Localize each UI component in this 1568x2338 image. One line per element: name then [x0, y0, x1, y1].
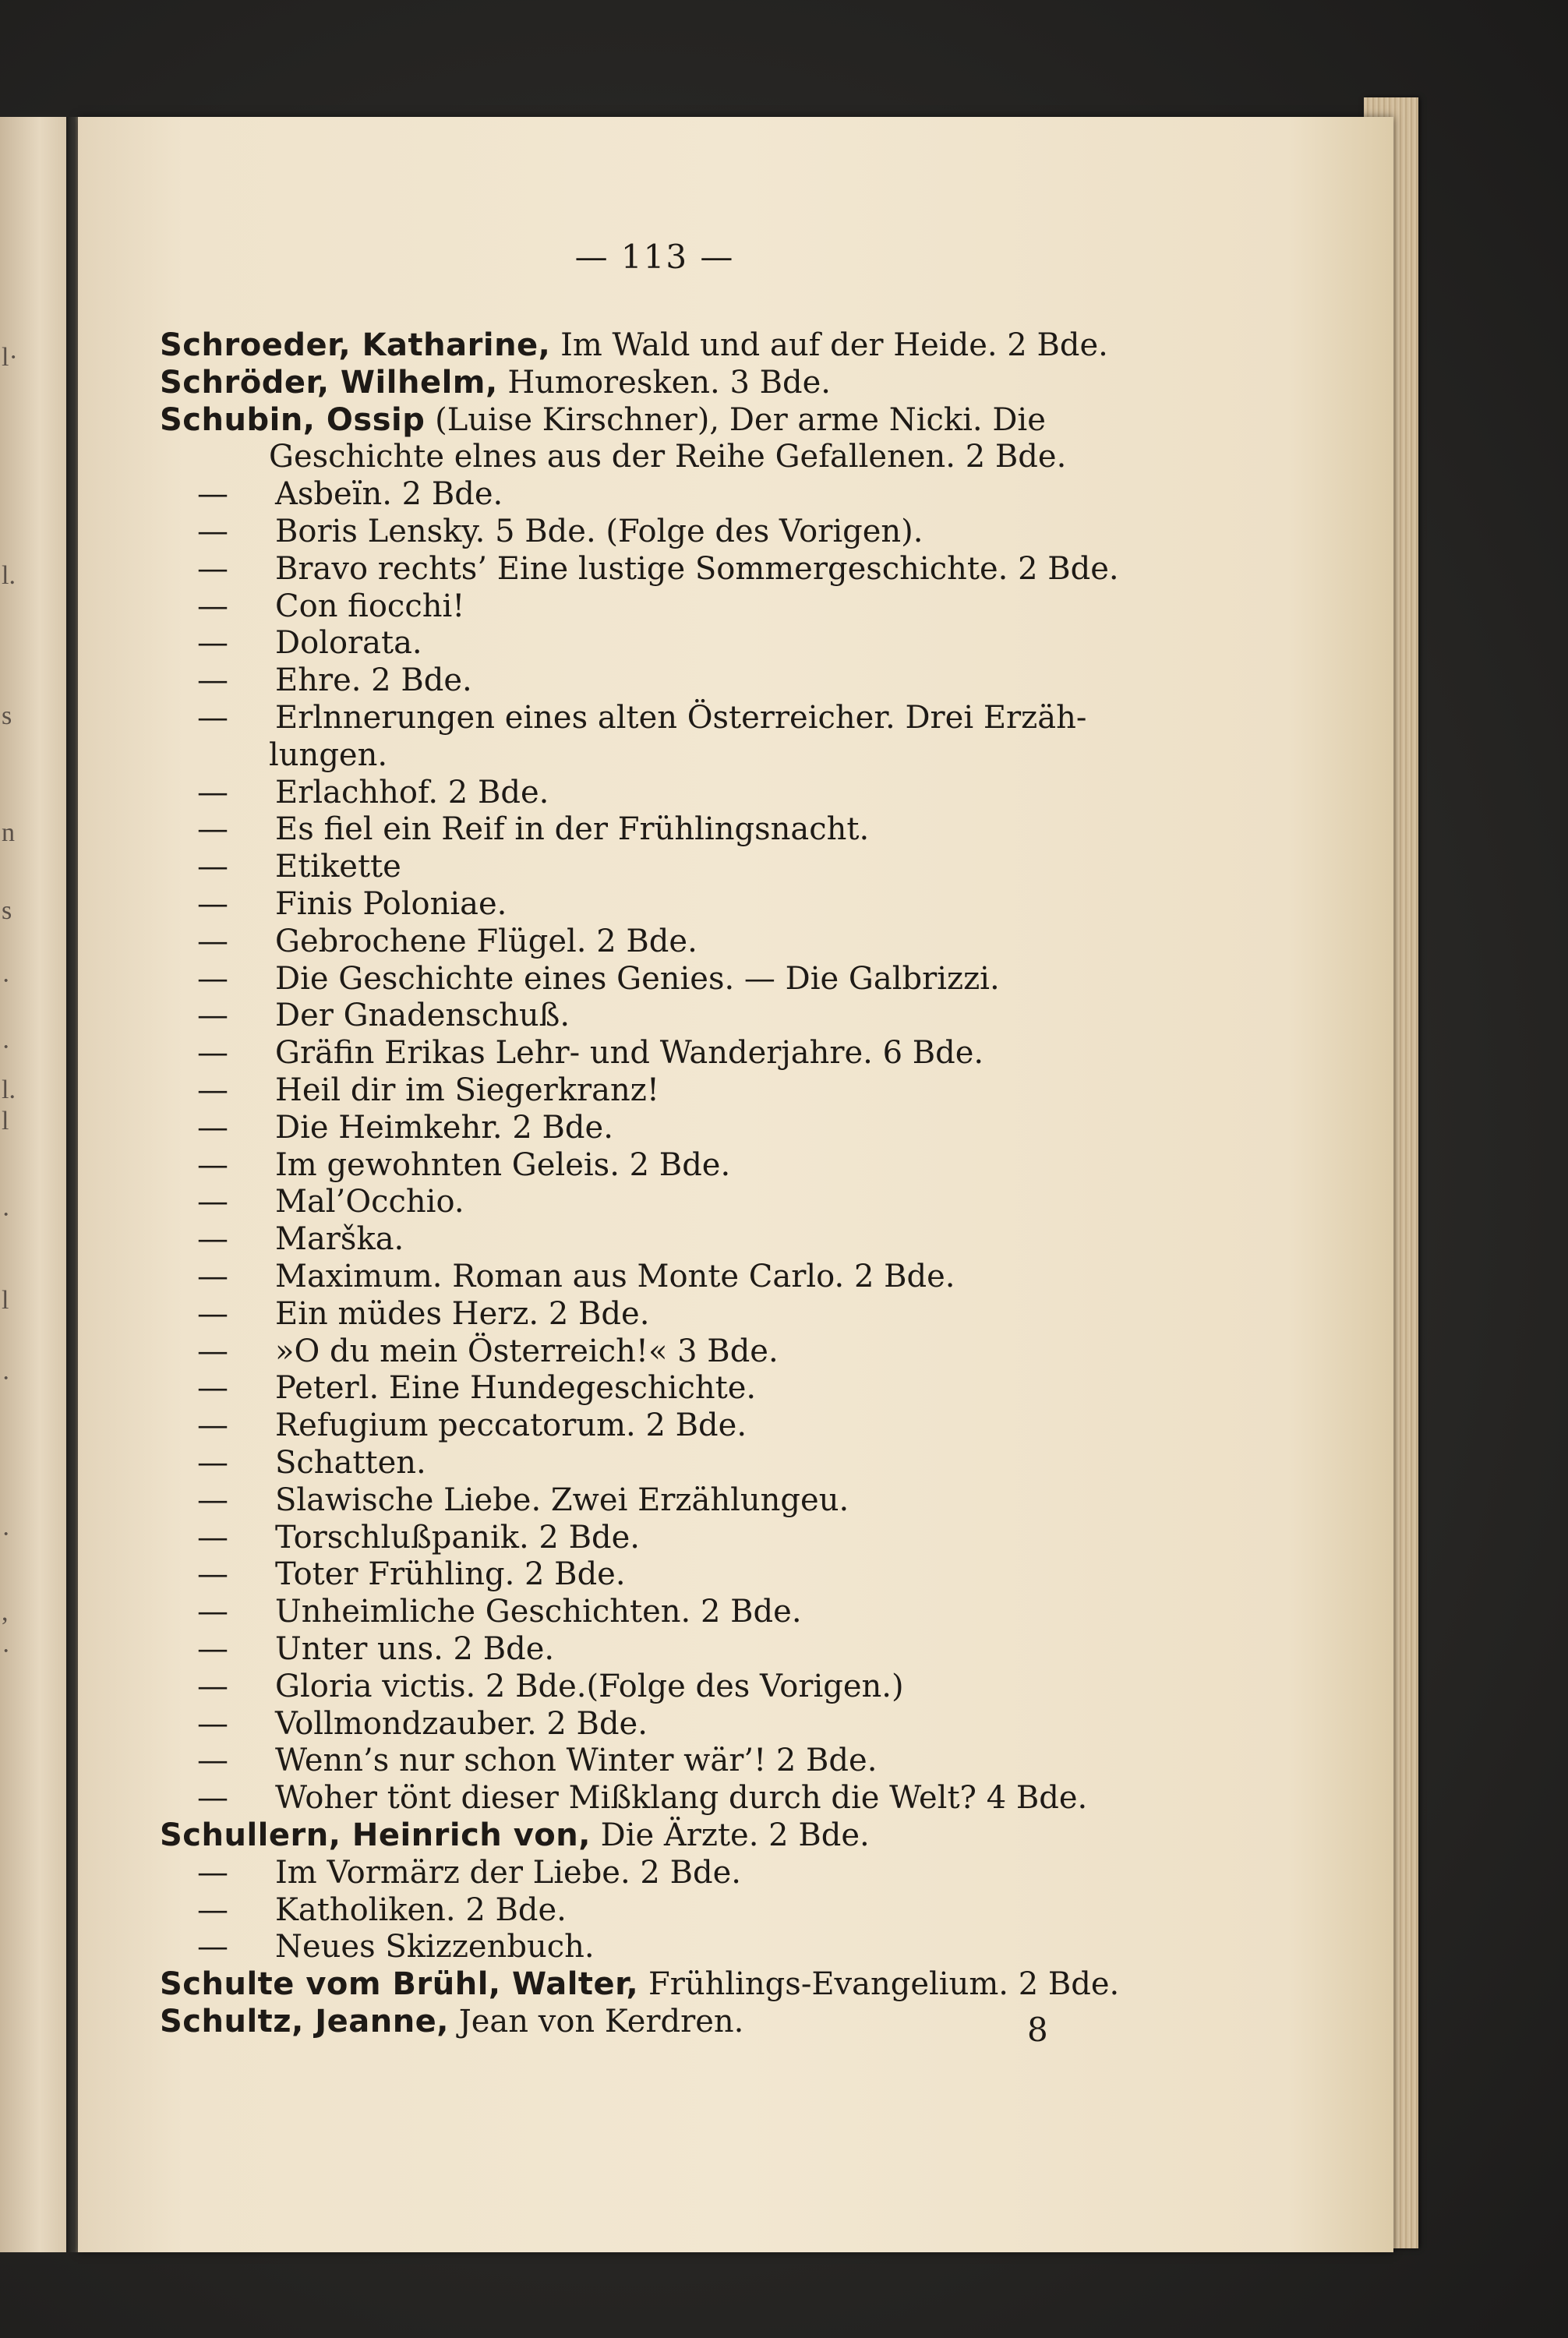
ditto-dash: — [197, 1705, 228, 1742]
catalog-work-entry [160, 588, 464, 624]
margin-mark: l. [2, 561, 16, 590]
work-title: Gloria victis. 2 Bde.(Folge des Vorigen.) [275, 1668, 904, 1704]
work-title: Torschlußpanik. 2 Bde. [275, 1519, 640, 1556]
work-title: Bravo rechts’ Eine lustige Sommergeschichte. 2 Bde. [275, 550, 1119, 587]
work-title: Toter Frühling. 2 Bde. [275, 1556, 626, 1593]
catalog-work-entry [160, 1110, 613, 1146]
author-name: Schultz, Jeanne, [160, 2004, 449, 2040]
ditto-dash: — [197, 1891, 228, 1928]
work-title: Neues Skizzenbuch. [275, 1929, 595, 1965]
catalog-author-entry [160, 365, 831, 401]
margin-mark: · [2, 1637, 11, 1665]
work-title: Die Geschichte eines Genies. — Die Galbrizzi. [275, 960, 1000, 997]
work-title: Erlnnerungen eines alten Österreicher. Drei Erzäh- [275, 700, 1087, 736]
catalog-work-entry [160, 1221, 404, 1257]
margin-mark: l. [2, 1075, 16, 1104]
catalog-work-entry [160, 1855, 741, 1891]
catalog-work-entry [160, 1892, 567, 1928]
work-title: Humoresken. 3 Bde. [507, 364, 832, 401]
work-title: Unheimliche Geschichten. 2 Bde. [275, 1594, 802, 1630]
ditto-dash: — [197, 923, 228, 959]
margin-mark: l [2, 1107, 9, 1135]
work-title: Finis Poloniae. [275, 886, 507, 922]
work-title: Boris Lensky. 5 Bde. (Folge des Vorigen). [275, 514, 923, 549]
work-title: Mal’Occhio. [275, 1184, 464, 1220]
catalog-work-entry [160, 1333, 779, 1369]
ditto-dash: — [197, 998, 228, 1034]
work-title: Maximum. Roman aus Monte Carlo. 2 Bde. [275, 1259, 955, 1294]
ditto-dash: — [197, 1146, 228, 1183]
work-title: Woher tönt dieser Mißklang durch die Welt? 4 Bde. [275, 1780, 1088, 1817]
work-title: Frühlings-Evangelium. 2 Bde. [648, 1966, 1120, 2003]
work-title: Ehre. 2 Bde. [275, 662, 472, 699]
ditto-dash: — [197, 662, 228, 699]
catalog-work-entry [160, 625, 422, 661]
catalog-work-entry [160, 662, 472, 698]
work-title: Gebrochene Flügel. 2 Bde. [275, 923, 697, 959]
catalog-work-entry [160, 1259, 955, 1294]
catalog-work-entry [160, 1407, 747, 1443]
author-name: Schullern, Heinrich von, [160, 1817, 591, 1853]
catalog-work-entry [160, 1706, 648, 1742]
ditto-dash: — [197, 1370, 228, 1407]
margin-mark: · [2, 1200, 11, 1229]
ditto-dash: — [197, 1854, 228, 1891]
ditto-dash: — [197, 1556, 228, 1593]
ditto-dash: — [197, 1333, 228, 1369]
catalog-work-entry [160, 1556, 626, 1592]
margin-mark: · [2, 966, 11, 995]
ditto-dash: — [197, 774, 228, 811]
work-title: Refugium peccatorum. 2 Bde. [275, 1407, 747, 1444]
work-title: Der Gnadenschuß. [275, 998, 570, 1034]
catalog-work-entry [160, 1631, 554, 1667]
author-name: Schulte vom Brühl, Walter, [160, 1966, 639, 2003]
work-title: Unter uns. 2 Bde. [275, 1631, 555, 1667]
catalog-work-entry [160, 775, 549, 811]
margin-mark: l [2, 1286, 9, 1315]
work-title: Wenn’s nur schon Winter wär’! 2 Bde. [275, 1743, 878, 1779]
catalog-work-entry [160, 1296, 649, 1332]
ditto-dash: — [197, 700, 228, 736]
work-title: Die Heimkehr. 2 Bde. [275, 1109, 613, 1146]
ditto-dash: — [197, 1184, 228, 1220]
author-name: Schubin, Ossip [160, 401, 426, 438]
catalog-work-entry [160, 1594, 802, 1630]
catalog-work-entry [160, 961, 1000, 997]
ditto-dash: — [197, 1295, 228, 1332]
ditto-dash: — [197, 1519, 228, 1556]
margin-mark: · [2, 1033, 11, 1061]
ditto-dash: — [197, 1780, 228, 1817]
catalog-author-entry [160, 402, 1046, 438]
work-title: Con fiocchi! [275, 588, 465, 624]
ditto-dash: — [197, 1109, 228, 1146]
catalog-work-entry [160, 1370, 756, 1406]
work-title: Im gewohnten Geleis. 2 Bde. [275, 1146, 731, 1183]
ditto-dash: — [197, 1259, 228, 1294]
catalog-work-entry [160, 1482, 849, 1518]
catalog-work-entry [160, 1520, 640, 1556]
ditto-dash: — [197, 625, 228, 662]
margin-mark: , [2, 1598, 9, 1626]
work-title: Gräfin Erikas Lehr- und Wanderjahre. 6 Bde. [275, 1035, 984, 1072]
catalog-author-entry [160, 1817, 870, 1853]
ditto-dash: — [197, 1072, 228, 1108]
ditto-dash: — [197, 886, 228, 922]
entry-continuation: lungen. [269, 736, 388, 773]
catalog-work-entry [160, 1035, 984, 1071]
catalog-work-entry [160, 1147, 730, 1183]
work-title: Die Ärzte. 2 Bde. [600, 1817, 870, 1853]
catalog-work-entry [160, 476, 503, 512]
author-name: Schröder, Wilhelm, [160, 364, 498, 401]
work-title: Vollmondzauber. 2 Bde. [275, 1705, 648, 1742]
work-title: Peterl. Eine Hundegeschichte. [275, 1370, 757, 1407]
work-title: Es fiel ein Reif in der Frühlingsnacht. [275, 811, 870, 848]
catalog-work-entry [160, 1669, 904, 1704]
catalog-work-entry [160, 811, 869, 847]
work-title: Schatten. [275, 1445, 426, 1481]
entry-continuation: Geschichte elnes aus der Reihe Gefallenen. 2 Bde. [269, 439, 1067, 475]
catalog-work-entry [160, 514, 923, 549]
work-title: Erlachhof. 2 Bde. [275, 774, 549, 811]
ditto-dash: — [197, 811, 228, 848]
ditto-dash: — [197, 1445, 228, 1481]
catalog-work-entry [160, 924, 697, 959]
ditto-dash: — [197, 1407, 228, 1444]
ditto-dash: — [197, 1668, 228, 1704]
catalog-work-entry [160, 1445, 426, 1481]
ditto-dash: — [197, 1743, 228, 1779]
ditto-dash: — [197, 849, 228, 885]
margin-mark: s [2, 896, 12, 925]
catalog-work-entry [160, 1072, 659, 1108]
margin-mark: s [2, 701, 12, 730]
margin-mark: · [2, 1520, 11, 1549]
ditto-dash: — [197, 514, 228, 549]
catalog-work-entry [160, 849, 401, 885]
ditto-dash: — [197, 1035, 228, 1072]
work-title: Etikette [275, 849, 401, 885]
work-title: (Luise Kirschner), Der arme Nicki. Die [435, 401, 1046, 438]
catalog-work-entry [160, 1929, 595, 1965]
work-title: Im Wald und auf der Heide. 2 Bde. [560, 327, 1108, 363]
work-title: Ein müdes Herz. 2 Bde. [275, 1295, 650, 1332]
work-title: Marška. [275, 1221, 404, 1258]
ditto-dash: — [197, 960, 228, 997]
work-title: »O du mein Österreich!« 3 Bde. [275, 1333, 779, 1369]
catalog-work-entry [160, 1743, 877, 1778]
catalog-work-entry [160, 886, 507, 922]
signature-mark: 8 [1027, 2011, 1048, 2049]
ditto-dash: — [197, 1221, 228, 1258]
catalog-work-entry [160, 998, 570, 1033]
work-title: Heil dir im Siegerkranz! [275, 1072, 659, 1108]
ditto-dash: — [197, 1631, 228, 1667]
work-title: Katholiken. 2 Bde. [275, 1891, 567, 1928]
catalog-author-entry [160, 2004, 743, 2040]
catalog-work-entry [160, 700, 1086, 736]
work-title: Jean von Kerdren. [458, 2004, 744, 2040]
page-number: — 113 — [574, 238, 735, 276]
ditto-dash: — [197, 588, 228, 624]
work-title: Dolorata. [275, 625, 422, 662]
work-title: Asbeïn. 2 Bde. [275, 476, 503, 513]
margin-mark: n [2, 818, 15, 847]
margin-mark: l· [2, 343, 18, 372]
catalog-author-entry [160, 1966, 1119, 2002]
catalog-work-entry [160, 1184, 464, 1220]
author-name: Schroeder, Katharine, [160, 327, 551, 363]
ditto-dash: — [197, 1594, 228, 1630]
catalog-work-entry [160, 1780, 1087, 1816]
ditto-dash: — [197, 476, 228, 513]
ditto-dash: — [197, 550, 228, 587]
margin-mark: · [2, 1364, 11, 1393]
catalog-author-entry [160, 327, 1108, 363]
work-title: Im Vormärz der Liebe. 2 Bde. [275, 1854, 741, 1891]
catalog-work-entry [160, 551, 1119, 587]
ditto-dash: — [197, 1482, 228, 1518]
work-title: Slawische Liebe. Zwei Erzählungeu. [275, 1482, 849, 1518]
ditto-dash: — [197, 1929, 228, 1965]
